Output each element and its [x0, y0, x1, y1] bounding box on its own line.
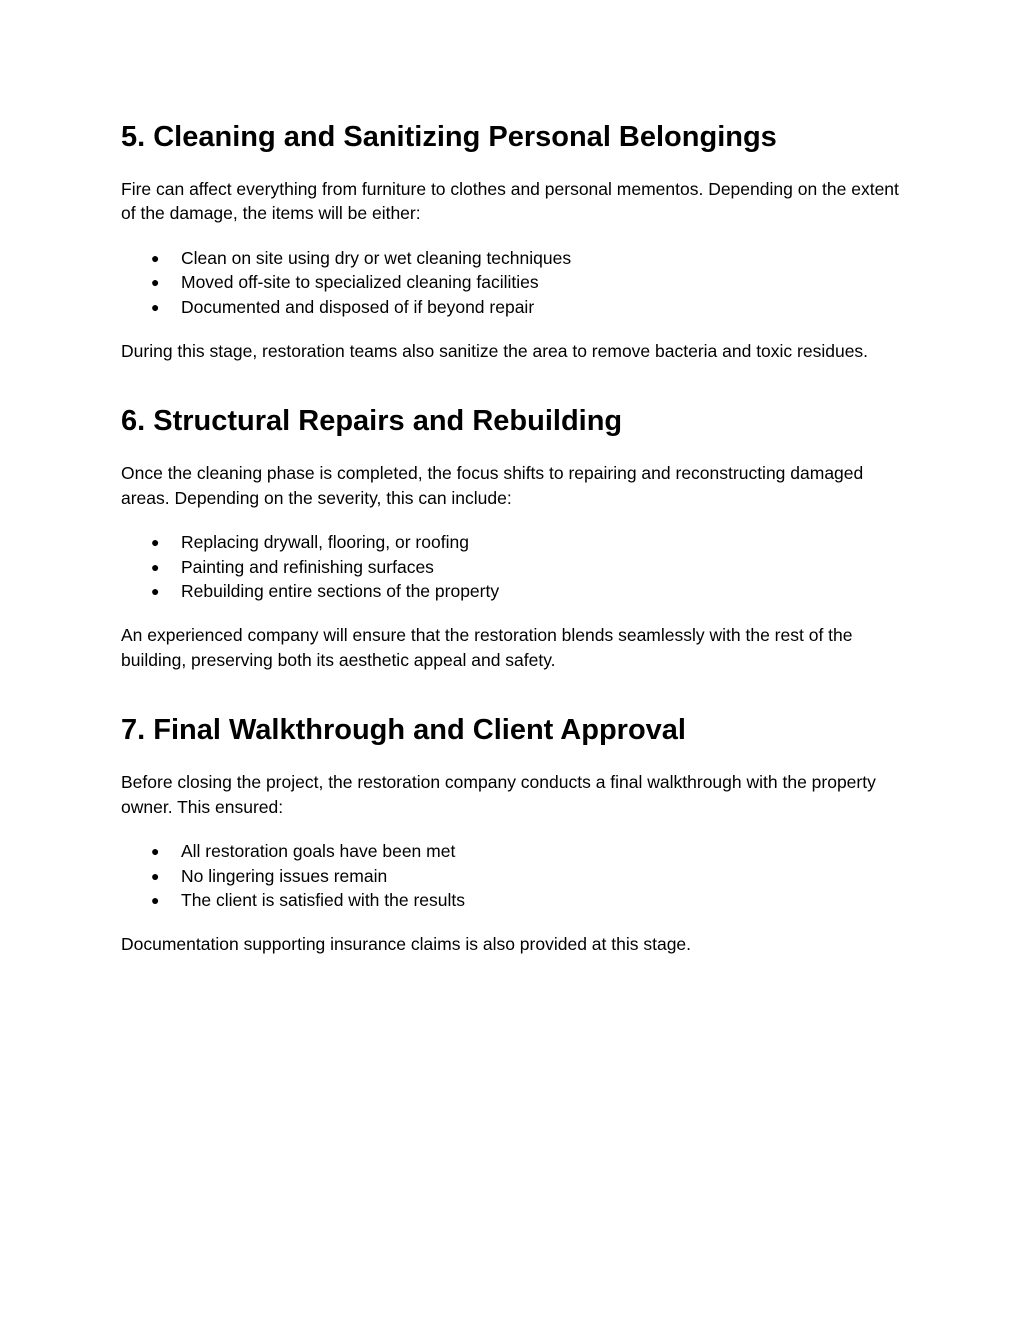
section-spacer — [121, 672, 911, 711]
bullet-icon: ● — [151, 534, 160, 551]
bullet-icon: ● — [151, 843, 160, 860]
list-item-text: Replacing drywall, flooring, or roofing — [181, 532, 469, 553]
section-outro: During this stage, restoration teams also sanitize the area to remove bacteria and toxic residues. — [121, 341, 869, 362]
list-item-text: Moved off-site to specialized cleaning facilities — [181, 272, 539, 293]
bullet-icon: ● — [151, 891, 160, 908]
bullet-icon: ● — [151, 867, 160, 884]
section-spacer — [121, 363, 911, 402]
section-5 — [121, 118, 911, 363]
section-7 — [121, 711, 911, 956]
list-item — [121, 888, 911, 912]
bullet-list — [121, 246, 911, 319]
bullet-icon: ● — [151, 249, 160, 266]
list-item — [121, 295, 911, 319]
section-intro: Once the cleaning phase is completed, the focus shifts to repairing and reconstructing damaged areas. Depending on the severity, this can include: — [121, 463, 864, 508]
section-heading: 6. Structural Repairs and Rebuilding — [121, 405, 623, 438]
section-heading: 5. Cleaning and Sanitizing Personal Belongings — [121, 121, 777, 153]
list-item — [121, 270, 911, 294]
section-outro: An experienced company will ensure that the restoration blends seamlessly with the rest of the building, preserving both its aesthetic appeal and safety. — [121, 625, 853, 670]
section-heading: 7. Final Walkthrough and Client Approval — [121, 714, 686, 747]
bullet-icon: ● — [151, 583, 160, 600]
document-page — [121, 118, 911, 957]
list-item-text: All restoration goals have been met — [181, 841, 456, 862]
section-outro: Documentation supporting insurance claims is also provided at this stage. — [121, 934, 692, 955]
list-item — [121, 555, 911, 579]
bullet-list — [121, 530, 911, 603]
list-item — [121, 530, 911, 554]
section-intro: Before closing the project, the restoration company conducts a final walkthrough with the property owner. This ensured: — [121, 772, 876, 817]
list-item — [121, 864, 911, 888]
bullet-icon: ● — [151, 274, 160, 291]
bullet-icon: ● — [151, 558, 160, 575]
list-item-text: Documented and disposed of if beyond repair — [181, 296, 535, 317]
list-item-text: Rebuilding entire sections of the property — [181, 581, 500, 602]
list-item — [121, 839, 911, 863]
section-6 — [121, 402, 911, 672]
bullet-list — [121, 839, 911, 912]
list-item-text: Painting and refinishing surfaces — [181, 556, 434, 577]
list-item-text: No lingering issues remain — [181, 865, 388, 886]
list-item-text: Clean on site using dry or wet cleaning techniques — [181, 247, 572, 268]
section-intro: Fire can affect everything from furniture to clothes and personal mementos. Depending on the extent of the damage, the items will be either: — [121, 179, 899, 224]
bullet-icon: ● — [151, 298, 160, 315]
list-item-text: The client is satisfied with the results — [181, 889, 466, 910]
list-item — [121, 246, 911, 270]
list-item — [121, 579, 911, 603]
